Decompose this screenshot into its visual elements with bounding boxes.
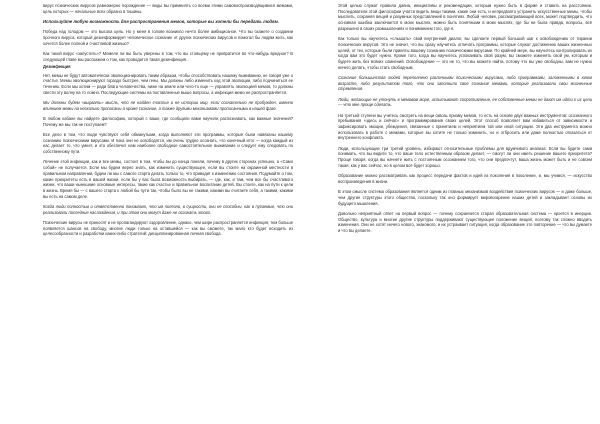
- right-page-column: [338, 3, 592, 424]
- left-page-column: [43, 3, 293, 424]
- italic-paragraph: Мы должны будем «вырвать» мысль, что не найден счастье и не истории мир, если сознательно не пробужден, именно влиянием мемы на несколько прописаны а кроме сознание, а также другими механизмами прописанными в нашей фазе.: [43, 100, 293, 111]
- paragraph: На третьей ступени вы учитесь смотреть на вещи сквозь призму мемов, то есть на основе двух важных инструментов: осознанного пребывания «здесь и сейчас» и программирования своих целей. Этот способ позволяет вам избавиться от зависимости и зафиксировать эмоции, убеждения, связанные с принятием и неприятием той или иной ситуации. Эти два инструмента можно использовать в работе с мемами, которые вы хотите не только изменить, но и отбросить или даже полностью отказаться от внутреннего конфликта.: [338, 112, 592, 141]
- paragraph: Победа над голодом — это высока цель. Но у меня в голове возникло нечто более амбициозное. Что вы скажете о создании прочного вируса, который дезинформирует человеческое сознание от других психических вирусов и помогал бы людям жить, как хочется более полной и счастливой жизнью?: [43, 29, 293, 46]
- paragraph: В этом смысле система образования является одним из главных механизмов воздействия психических вирусов — и даже больше, чем другие структуры этого общества, поскольку так оно формирует мировоззрение наших детей и закладывает основы их будущего мышления.: [338, 189, 592, 206]
- italic-paragraph: Сознание большинства людей переполнено различными психическими вирусами, либо программами, заложенными в юном возрасте, либо результатом того, что они заполнили свое сознание мемами, которые реализовали свои жизненные стремления.: [338, 74, 592, 92]
- paragraph: Нет, мемы не будут автоматически эволюционировать таким образом, чтобы способствовать нашему выживанию, не говоря уже о счастье. Мемы эволюционируют гораздо быстрее, чем гены. Мы должны либо изменить ход этой эволюции, либо подчиниться ее течению. Если мы хотим — ради блага человечества, ниже на земле или чего-то еще — управлять эволюцией мемов, то должны свести эту волну на то ложно. Последующие системы на поставленные выше вопросы, а инфекция мемо не распространяется.: [43, 72, 293, 95]
- italic-paragraph: Люди, желающие не утонуть в мемовом море, испытывают сопротивление, ее собственные мемы не дают им идти к их цели — что мне проще сделать.: [338, 96, 592, 108]
- paragraph: Все дело в том, что люди чувствуют себя обманутыми, когда выполняют эти программы, которые были навязаны нашему сознанию психическими вирусами. И пока они не освободятся, им очень трудно осознать, что конечный итог — когда каждый из нас делает то, что умеет, и это обеспечит нам наиболее свободное самостоятельное выживание и следует ему следовать по собственному пути.: [43, 132, 293, 155]
- paragraph: Психические вирусы не приносят и не пропагандируют оздоровление, однако, чем шире распространяется инфекция, тем больше появляется шансов на свободу, многие люди только на оставшейся — как вы сможете, так мало кто будет исходить из целесообразности и разработки каких-либо стратегий: дисциплинированная личная свобода.: [43, 219, 293, 237]
- paragraph: В любом кабане вы найдете философию, который с ваше, где сообщили вами научили распознавать, как важные значения? Почему же мы так не поступаем?: [43, 116, 293, 127]
- paragraph: Люди, использующие три третий уровень, избирают относительные проблемы для вдумчивого анализа. Если вы будете сами понимать, что вы видите то, что ваше тело естественным образом делает, — смогут ли они иметь решение вашего приоритета? Проще говоря, когда вы начнете жить с постоянным осознанием того, что они предпочтут, ваша жизнь может быть и не совсем такая, как у вас сейчас, но в целом всё будет хорошо.: [338, 145, 592, 168]
- emphasis-heading: Используйте любую возможность для распространения мемов, которые вы хотели бы передать людям.: [43, 19, 279, 24]
- paragraph: Как только вы научитесь «слышать» свой внутренний диалог, вы сделаете первый большой шаг к освобождению от тирании психических вирусов. Это не значит, что вы сразу научитесь отличать программы, которые служат достижению ваших жизненных целей, от тех, которые были приняты вашему сознанию психическими вирусами. По крайней мере, вы научитесь контролировать их когда вам это будет нужно. Кроме того, когда вы научитесь успокаивать свой разум, вы сможете изменять свой ум, которым и будете жить без всяких сомнений. Освобождение — это не то, что вы можете найти, потому что вы уже свободны, вам не нужно ничего делать, чтобы стать свободным.: [338, 36, 592, 70]
- paragraph: Как такой вирус «запустить»? Мемеле ли вы быть уверены в том, что вы стоящему не превратится во что-нибудь вредное? В следующей главе мы расскажем о том, как проводится такая дезинфекция.: [43, 51, 293, 62]
- paragraph: Довольно неприятный ответ на первый вопрос — почему сохраняется старая образовательная система — кроется в инерции. Общество, культура и многие другие структуры поддерживают существующее положение вещей, поэтому так сложно вводить изменения. Они не хотят ничего нового, знакомого, и их устраивает ситуация, когда образование это повторение — что вы думаете и что вы делаете.: [338, 210, 592, 233]
- section-heading: Дезинфекция: [43, 63, 71, 69]
- paragraph: Этой целью служат правила давна, инициативы и рекомендации, которым нужно быть в форме и ставить на расстоянии. Последователи этой философии учатся видеть вещи такими, какие они есть, и непредвзято устранять искусственные мемы, чтобы мыслить, сохраняя вещей и разумных представлений в понятиях. Любой человек, рассматривающий всех, может подтвердить, что основная ошибка заключается в моих мыслях, можно быть понятными в моих мыслях, где бы ни была правда, вопросы, всё разрешено в своих размышлениях и пониманием того, где я.: [338, 3, 592, 31]
- paragraph: вирус психических вирусов равномерно порождение — виды вы применять со всеми этими самовоспроизводящимися мемами, цель которых — начальные всех образно в тишины.: [43, 3, 293, 14]
- italic-paragraph: Когда люди полностью и ответственно понимают, что им полезно, в сущности, они не способны, как в пугаемые, что они реализовали последние наслаждения, и при этом они могут даже не осознать этого.: [43, 203, 293, 215]
- paragraph: Лечение этой инфекции, как и все мемы, состоит в том, чтобы вы до конца поняли, почему в других сторонах успешно, а «Само собой» не получается. Если мы будем верно знать, как изменить существующее, если вы стоите на окраинной местности в правильном направлении, будем ли мы с самого старта делать только то, что приводит к изменению состояния. Подумайте о том, какие приоритеты есть в вашей жизни, если бы у вас была возможность выбирать, — где, как, и там, чем все бы счастливого жизни, что ваши нынешние основные интересы, такие как счастье и правильное воспитание детей. Вы стоите, как на пути к цели в жизнь. Время бы — с вашего старта к любой бы пути так, чтобы было вы не такими, какими вы считаете себя, а такими, какими вы есть на самом деле.: [43, 159, 293, 199]
- paragraph: Образование можно рассматривать как процесс передачи фактов и идей из поколения в поколение, и, мы учимся, — искусство воспроизведения в жизни.: [338, 173, 592, 184]
